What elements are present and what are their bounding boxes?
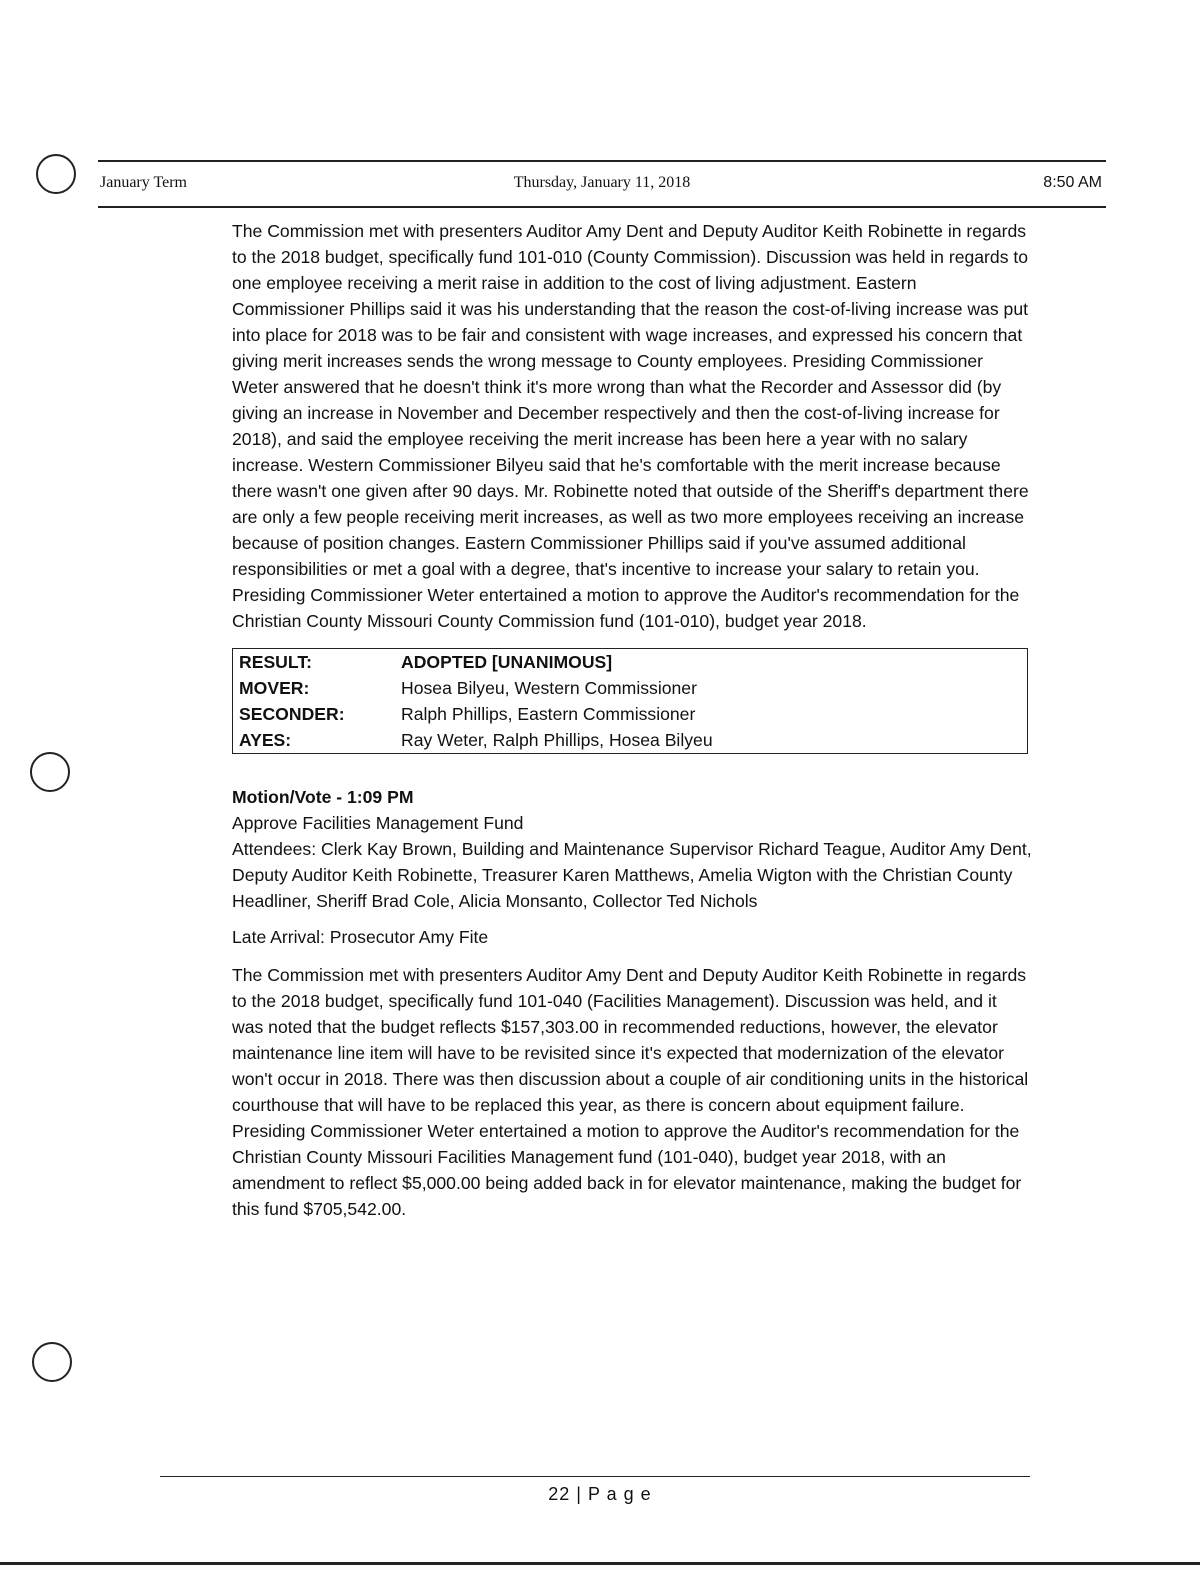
main-content — [232, 218, 1032, 1240]
scan-bottom-edge — [0, 1562, 1200, 1565]
vote-result-table — [232, 648, 1028, 754]
motion-heading: Motion/Vote - 1:09 PM — [232, 787, 414, 807]
footer-divider — [160, 1476, 1030, 1477]
header-date: Thursday, January 11, 2018 — [513, 174, 691, 191]
binder-hole — [36, 154, 76, 194]
page-number: 22 | P a g e — [548, 1484, 652, 1504]
ayes-value: Ray Weter, Ralph Phillips, Hosea Bilyeu — [401, 729, 713, 750]
vote-row-ayes — [233, 727, 1028, 754]
vote-row-seconder — [233, 701, 1028, 727]
binder-hole — [32, 1342, 72, 1382]
binder-hole — [30, 752, 70, 792]
attendees-list: Attendees: Clerk Kay Brown, Building and Maintenance Supervisor Richard Teague, Auditor Amy Dent, Deputy Auditor Keith Robinette, Treasurer Karen Matthews, Amelia Wigton with the Christian County Headliner, Sheriff Brad Cole, Alicia Monsanto, Collector Ted Nichols — [232, 839, 1032, 911]
seconder-label: SECONDER: — [239, 703, 345, 724]
vote-row-mover — [233, 675, 1028, 701]
header-term: January Term — [100, 174, 187, 191]
header-time: 8:50 AM — [1043, 174, 1102, 191]
late-arrival: Late Arrival: Prosecutor Amy Fite — [232, 927, 489, 947]
seconder-value: Ralph Phillips, Eastern Commissioner — [401, 703, 696, 724]
facilities-fund-paragraph: The Commission met with presenters Auditor Amy Dent and Deputy Auditor Keith Robinette in regards to the 2018 budget, specifically fund 101-040 (Facilities Management). Discussion was held, and it was noted that the budget reflects $157,303.00 in recommended reductions, however, the elevator maintenance line item will have to be revisited since it's expected that modernization of the elevator won't occur in 2018. There was then discussion about a couple of air conditioning units in the historical courthouse that will have to be replaced this year, as there is concern about equipment failure. Presiding Commissioner Weter entertained a motion to approve the Auditor's recommendation for the Christian County Missouri Facilities Management fund (101-040), budget year 2018, with an amendment to reflect $5,000.00 being added back in for elevator maintenance, making the budget for this fund $705,542.00. — [232, 965, 1029, 1219]
motion-title: Approve Facilities Management Fund — [232, 813, 524, 833]
vote-row-result — [233, 649, 1028, 676]
ayes-label: AYES: — [239, 729, 292, 750]
mover-label: MOVER: — [239, 677, 310, 698]
result-value: ADOPTED [UNANIMOUS] — [401, 651, 613, 672]
page-header — [98, 160, 1106, 208]
commission-fund-paragraph: The Commission met with presenters Auditor Amy Dent and Deputy Auditor Keith Robinette in regards to the 2018 budget, specifically fund 101-010 (County Commission). Discussion was held in regards to one employee receiving a merit raise in addition to the cost of living adjustment. Eastern Commissioner Phillips said it was his understanding that the reason the cost-of-living increase was put into place for 2018 was to be fair and consistent with wage increases, and expressed his concern that giving merit increases sends the wrong message to County employees. Presiding Commissioner Weter answered that he doesn't think it's more wrong than what the Recorder and Assessor did (by giving an increase in November and December respectively and then the cost-of-living increase for 2018), and said the employee receiving the merit increase has been here a year with no salary increase. Western Commissioner Bilyeu said that he's comfortable with the merit increase because there wasn't one given after 90 days. Mr. Robinette noted that outside of the Sheriff's department there are only a few people receiving merit increases, as well as two more employees receiving an increase because of position changes. Eastern Commissioner Phillips said if you've assumed additional responsibilities or met a goal with a degree, that's incentive to increase your salary to retain you. Presiding Commissioner Weter entertained a motion to approve the Auditor's recommendation for the Christian County Missouri County Commission fund (101-010), budget year 2018. — [232, 221, 1029, 631]
result-label: RESULT: — [239, 651, 312, 672]
mover-value: Hosea Bilyeu, Western Commissioner — [401, 677, 697, 698]
facilities-motion-section — [232, 784, 1032, 1222]
